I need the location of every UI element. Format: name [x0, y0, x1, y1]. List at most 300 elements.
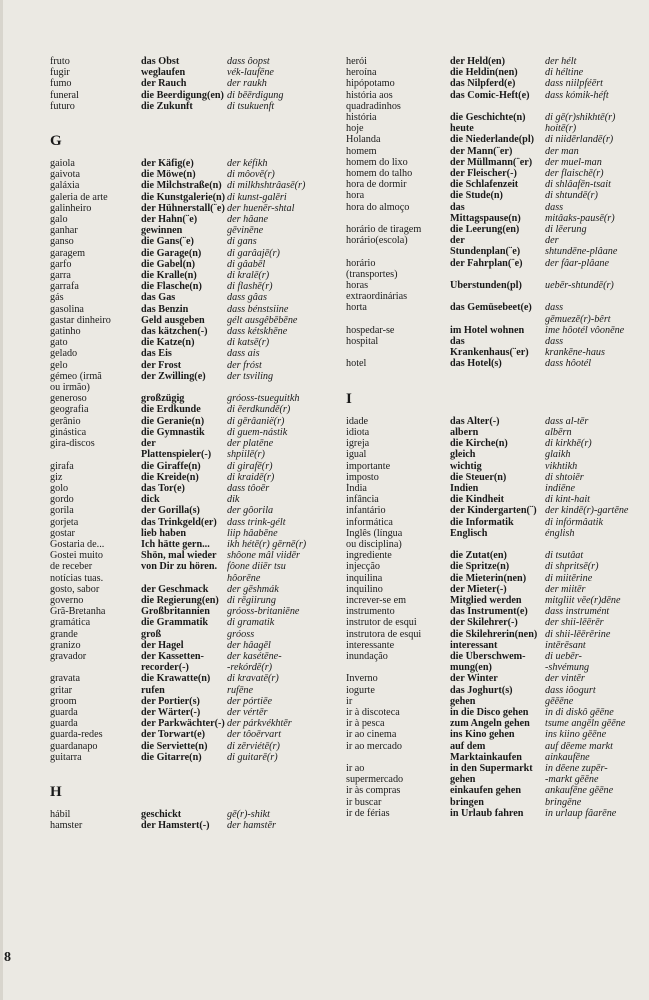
german-translation: das Trinkgeld(er) — [141, 516, 217, 528]
pronunciation: shtundēne-plâane — [545, 246, 618, 258]
dictionary-entry — [50, 685, 340, 696]
portuguese-word: Inglês (língua — [346, 527, 403, 539]
pronunciation: énglish — [545, 527, 575, 539]
pronunciation: di uebēr- — [545, 650, 582, 662]
pronunciation: di tsukuenft — [227, 100, 275, 112]
portuguese-word: funeral — [50, 89, 79, 101]
dictionary-entry — [346, 427, 644, 438]
dictionary-entry — [50, 56, 340, 67]
pronunciation: uebēr-shtundē(r) — [545, 280, 614, 292]
pronunciation: dass instrumént — [545, 606, 610, 618]
german-translation — [450, 101, 545, 112]
portuguese-word: gordo — [50, 494, 74, 506]
pronunciation: di guitarē(r) — [227, 751, 278, 763]
dictionary-entry — [346, 347, 644, 358]
german-translation: der Torwart(e) — [141, 729, 206, 741]
portuguese-word: gosto, sabor — [50, 583, 100, 595]
dictionary-entry — [50, 617, 340, 628]
binding-edge — [0, 0, 3, 1000]
dictionary-entry — [346, 461, 644, 472]
pronunciation: di rēgiirung — [227, 594, 276, 606]
dictionary-entry — [50, 270, 340, 281]
dictionary-entry — [346, 168, 644, 179]
pronunciation: di gramatik — [227, 617, 275, 629]
section-letter-heading: H — [50, 783, 62, 800]
dictionary-entry — [50, 78, 340, 89]
german-translation: Stundenplan(¨e) — [450, 246, 521, 258]
dictionary-entry — [50, 629, 340, 640]
dictionary-entry — [50, 236, 340, 247]
german-translation: Überstunden(pl) — [450, 280, 522, 292]
portuguese-word: heroína — [346, 67, 377, 79]
portuguese-word: guarda — [50, 706, 78, 718]
pronunciation: dass — [545, 201, 564, 213]
pronunciation: der tsviling — [227, 370, 274, 382]
german-translation: das Nilpferd(e) — [450, 78, 516, 90]
german-translation: die Zukunft — [141, 100, 193, 112]
german-translation: der Mieter(-) — [450, 583, 507, 595]
german-translation: in den Supermarkt — [450, 762, 533, 774]
portuguese-word: história aos — [346, 89, 393, 101]
portuguese-word: gaiola — [50, 158, 75, 170]
portuguese-word: gorila — [50, 505, 74, 517]
dictionary-entry — [50, 606, 340, 617]
german-translation: die Kindheit — [450, 494, 505, 506]
pronunciation: di bēērdigung — [227, 89, 284, 101]
portuguese-word: hotel — [346, 358, 367, 370]
pronunciation: intērēsant — [545, 639, 586, 651]
dictionary-entry — [346, 336, 644, 347]
dictionary-entry — [50, 192, 340, 203]
dictionary-entry — [50, 292, 340, 303]
german-translation: die Serviette(n) — [141, 740, 208, 752]
portuguese-word: horas — [346, 280, 369, 292]
pronunciation: bringēne — [545, 796, 582, 808]
german-translation: die Stude(n) — [450, 190, 503, 202]
portuguese-word: gastar dinheiro — [50, 314, 111, 326]
german-translation: das Gemüsebeet(e) — [450, 302, 532, 314]
section-letter-heading: I — [346, 390, 352, 407]
portuguese-word: guitarra — [50, 751, 82, 763]
german-translation: die Gans(¨e) — [141, 236, 194, 248]
german-translation: die Geranie(n) — [141, 415, 205, 427]
dictionary-entry — [50, 371, 340, 382]
german-translation: Plattenspieler(-) — [141, 449, 212, 461]
german-translation — [141, 382, 227, 393]
dictionary-entry — [50, 449, 340, 460]
german-translation: die Regierung(en) — [141, 594, 219, 606]
german-translation: das Alter(-) — [450, 415, 500, 427]
dictionary-entry — [346, 595, 644, 606]
german-translation: die Mieterin(nen) — [450, 572, 527, 584]
portuguese-word: instrumento — [346, 606, 395, 618]
portuguese-word: hora — [346, 190, 365, 202]
portuguese-word: gelado — [50, 348, 78, 360]
german-translation — [141, 573, 227, 584]
pronunciation: di kunst-galēri — [227, 191, 287, 203]
dictionary-entry — [50, 67, 340, 78]
pronunciation: fôone diiēr tsu — [227, 561, 286, 573]
pronunciation: shôone mâl viidēr — [227, 550, 300, 562]
pronunciation: der vintēr — [545, 673, 585, 685]
german-translation: die Garage(n) — [141, 247, 202, 259]
dictionary-entry — [50, 393, 340, 404]
pronunciation: glaikh — [545, 449, 571, 461]
dictionary-entry — [50, 718, 340, 729]
portuguese-word: fumo — [50, 78, 72, 90]
portuguese-word: inquilino — [346, 583, 383, 595]
portuguese-word: groom — [50, 695, 77, 707]
dictionary-entry — [346, 640, 644, 651]
portuguese-word: fruto — [50, 56, 70, 67]
german-translation: die Schlafenzeit — [450, 179, 519, 191]
pronunciation: dik — [227, 494, 240, 506]
portuguese-word: instrutora de esqui — [346, 628, 422, 640]
dictionary-entry — [346, 606, 644, 617]
dictionary-entry — [346, 179, 644, 190]
pronunciation — [545, 291, 644, 302]
pronunciation: der raukh — [227, 78, 267, 90]
german-translation: gehen — [450, 695, 476, 707]
pronunciation: dass al-tēr — [545, 415, 589, 427]
portuguese-word: supermercado — [346, 774, 404, 786]
portuguese-word: ingrediente — [346, 550, 392, 562]
portuguese-word: fugir — [50, 67, 70, 79]
pronunciation: dass bénstsiine — [227, 303, 289, 315]
german-translation: gewinnen — [141, 225, 183, 237]
portuguese-word: igreja — [346, 438, 370, 450]
german-translation: im Hotel wohnen — [450, 324, 525, 336]
portuguese-word — [346, 314, 450, 325]
portuguese-word: interessante — [346, 639, 395, 651]
dictionary-entry — [50, 517, 340, 528]
portuguese-word: notícias tuas. — [50, 572, 104, 584]
portuguese-word: gritar — [50, 684, 73, 696]
german-translation: zum Angeln gehen — [450, 718, 530, 730]
dictionary-entry — [50, 584, 340, 595]
pronunciation: krankēne-haus — [545, 347, 605, 359]
german-translation: interessant — [450, 639, 498, 651]
portuguese-word: galáxia — [50, 180, 80, 192]
german-translation: das Gas — [141, 292, 176, 304]
portuguese-word: Gostei muito — [50, 550, 103, 562]
german-translation: die Kirche(n) — [450, 438, 508, 450]
german-translation: die Skilehrerin(nen) — [450, 628, 538, 640]
dictionary-entry — [346, 505, 644, 516]
german-translation: der Müllmann(¨er) — [450, 156, 533, 168]
german-translation: die Gymnastik — [141, 426, 205, 438]
pronunciation: mitgliit vēe(r)dēne — [545, 594, 621, 606]
portuguese-word: ganso — [50, 236, 74, 248]
pronunciation: di kint-hait — [545, 494, 590, 506]
portuguese-word: infância — [346, 494, 379, 506]
dictionary-entry — [346, 483, 644, 494]
pronunciation: liip hâabēne — [227, 527, 278, 539]
german-translation: die Giraffe(n) — [141, 460, 201, 472]
dictionary-entry — [346, 314, 644, 325]
german-translation: der Hagel — [141, 639, 184, 651]
pronunciation: hoitē(r) — [545, 123, 577, 135]
dictionary-entry — [50, 101, 340, 112]
pronunciation: gróoss-britaniēne — [227, 606, 300, 618]
pronunciation: di katsē(r) — [227, 337, 270, 349]
portuguese-word: ir ao — [346, 762, 365, 774]
pronunciation: der kéfikh — [227, 158, 268, 170]
pronunciation: dass — [545, 302, 564, 314]
pronunciation: di gans — [227, 236, 257, 248]
dictionary-entry — [346, 134, 644, 145]
portuguese-word: galo — [50, 214, 68, 226]
portuguese-word: instrutor de esqui — [346, 617, 417, 629]
dictionary-entry — [50, 438, 340, 449]
german-translation: der — [141, 438, 156, 450]
dictionary-entry — [346, 517, 644, 528]
german-translation: lieb haben — [141, 527, 187, 539]
pronunciation: di shlâafēn-tsait — [545, 179, 611, 191]
portuguese-word: ou irmão) — [50, 382, 90, 394]
german-translation: in Urlaub fahren — [450, 807, 524, 819]
german-translation: Mitglied werden — [450, 594, 522, 606]
portuguese-word: garagem — [50, 247, 86, 259]
pronunciation: gélt ausgêbēbēne — [227, 314, 298, 326]
german-translation: die Krawatte(n) — [141, 673, 211, 685]
german-translation: der Rauch — [141, 78, 187, 90]
pronunciation — [545, 101, 644, 112]
dictionary-entry — [346, 56, 644, 67]
pronunciation: di girafē(r) — [227, 460, 273, 472]
german-translation: gleich — [450, 449, 476, 461]
pronunciation: der hâane — [227, 214, 269, 226]
german-translation: der Hamstert(-) — [141, 820, 210, 832]
pronunciation: dass gâas — [227, 292, 267, 304]
dictionary-entry — [346, 696, 644, 707]
dictionary-entry — [50, 281, 340, 292]
pronunciation: ime hôotél vôonēne — [545, 324, 625, 336]
portuguese-word: história — [346, 112, 377, 124]
pronunciation: ainkaufēne — [545, 751, 590, 763]
portuguese-word: granizo — [50, 639, 81, 651]
german-translation: von Dir zu hören. — [141, 561, 218, 573]
portuguese-word — [50, 662, 141, 673]
german-translation: die Erdkunde — [141, 404, 201, 416]
pronunciation: di gâabēl — [227, 258, 266, 270]
portuguese-word: homem do lixo — [346, 156, 408, 168]
german-translation: Shön, mal wieder — [141, 550, 217, 562]
german-translation: Ich hätte gern... — [141, 538, 210, 550]
dictionary-entry — [50, 304, 340, 315]
pronunciation: dass iôogurt — [545, 684, 596, 696]
dictionary-entry — [50, 729, 340, 740]
pronunciation: in urlaup fâarēne — [545, 807, 617, 819]
pronunciation: di gērâanië(r) — [227, 415, 285, 427]
dictionary-entry — [346, 246, 644, 257]
portuguese-word: ir às compras — [346, 785, 401, 797]
portuguese-word: de receber — [50, 561, 93, 573]
portuguese-word — [346, 662, 450, 673]
pronunciation: in di diskô gēēne — [545, 706, 614, 718]
portuguese-word: horário de tiragem — [346, 224, 422, 236]
pronunciation: der flaischē(r) — [545, 168, 604, 180]
portuguese-word: informática — [346, 516, 393, 528]
pronunciation — [227, 382, 340, 393]
pronunciation: gē(r)-shikt — [227, 808, 270, 820]
dictionary-entry — [50, 461, 340, 472]
dictionary-entry — [50, 573, 340, 584]
portuguese-word: imposto — [346, 471, 379, 483]
portuguese-word: giz — [50, 471, 63, 483]
german-translation: das Benzin — [141, 303, 189, 315]
pronunciation: di shpritsē(r) — [545, 561, 599, 573]
portuguese-word: gaivota — [50, 169, 80, 181]
portuguese-word: hoje — [346, 123, 364, 135]
portuguese-word: ir buscar — [346, 796, 382, 808]
german-translation — [450, 314, 545, 325]
portuguese-word: Inverno — [346, 673, 378, 685]
german-translation: der Hahn(¨e) — [141, 214, 198, 226]
pronunciation: rufēne — [227, 684, 254, 696]
portuguese-word: Grã-Bretanha — [50, 606, 106, 618]
right-column — [346, 56, 644, 819]
dictionary-entry — [346, 449, 644, 460]
dictionary-entry — [50, 225, 340, 236]
dictionary-entry — [346, 269, 644, 280]
dictionary-entry — [50, 550, 340, 561]
german-translation: geschickt — [141, 808, 182, 820]
german-translation: die Kreide(n) — [141, 471, 199, 483]
portuguese-word: gelo — [50, 359, 68, 371]
portuguese-word: increver-se em — [346, 594, 407, 606]
german-translation: die Gabel(n) — [141, 258, 196, 270]
dictionary-entry — [346, 629, 644, 640]
pronunciation: der párkvékhtēr — [227, 718, 292, 730]
german-translation: heute — [450, 123, 474, 135]
pronunciation: vikhtikh — [545, 460, 578, 472]
pronunciation: dass — [545, 336, 564, 348]
portuguese-word: hospedar-se — [346, 324, 395, 336]
portuguese-word: ir à pesca — [346, 718, 385, 730]
portuguese-word: infantário — [346, 505, 386, 517]
portuguese-word: garfo — [50, 258, 72, 270]
pronunciation: der man — [545, 145, 579, 157]
pronunciation: der miitēr — [545, 583, 586, 595]
portuguese-word: gasolina — [50, 303, 84, 315]
german-translation: der Gorilla(s) — [141, 505, 200, 517]
pronunciation: gróoss — [227, 628, 255, 640]
german-translation: das kätzchen(-) — [141, 326, 208, 338]
german-translation: der Frost — [141, 359, 182, 371]
dictionary-entry — [346, 528, 644, 539]
section-letter-heading: G — [50, 133, 62, 150]
pronunciation: di milkhshtrâasē(r) — [227, 180, 306, 192]
dictionary-entry — [346, 112, 644, 123]
dictionary-entry — [50, 326, 340, 337]
portuguese-word: ganhar — [50, 225, 78, 237]
portuguese-word: governo — [50, 594, 84, 606]
dictionary-entry — [50, 809, 340, 820]
portuguese-word: inundação — [346, 650, 388, 662]
pronunciation: der hâagēl — [227, 639, 271, 651]
german-translation: der Käfig(e) — [141, 158, 194, 170]
german-translation: das Eis — [141, 348, 172, 360]
portuguese-word: (transportes) — [346, 268, 398, 280]
portuguese-word: inquilina — [346, 572, 383, 584]
dictionary-entry — [50, 595, 340, 606]
portuguese-word: ou disciplina) — [346, 538, 402, 550]
dictionary-entry — [346, 785, 644, 796]
portuguese-word: ir — [346, 695, 353, 707]
german-translation: das Hotel(s) — [450, 358, 502, 370]
portuguese-word: hábil — [50, 808, 71, 820]
german-translation: in die Disco gehen — [450, 706, 529, 718]
german-translation: bringen — [450, 796, 484, 808]
dictionary-entry — [50, 348, 340, 359]
dictionary-entry — [346, 539, 644, 550]
pronunciation: gēvinēne — [227, 225, 264, 237]
german-translation: weglaufen — [141, 67, 186, 79]
dictionary-entry — [50, 169, 340, 180]
dictionary-entry — [346, 685, 644, 696]
dictionary-entry — [50, 707, 340, 718]
dictionary-entry — [50, 360, 340, 371]
german-translation: die Spritze(n) — [450, 561, 510, 573]
dictionary-entry — [346, 584, 644, 595]
pronunciation: der muel-man — [545, 156, 602, 168]
dictionary-entry — [346, 213, 644, 224]
german-translation: der — [450, 235, 465, 247]
german-translation: das — [450, 336, 465, 348]
portuguese-word: guardanapo — [50, 740, 98, 752]
portuguese-word — [50, 449, 141, 460]
portuguese-word: gato — [50, 337, 68, 349]
dictionary-entry — [346, 573, 644, 584]
pronunciation: di kravatē(r) — [227, 673, 279, 685]
dictionary-entry — [346, 472, 644, 483]
pronunciation: di lēerung — [545, 224, 587, 236]
dictionary-entry — [50, 90, 340, 101]
dictionary-entry — [346, 774, 644, 785]
portuguese-word: gramática — [50, 617, 91, 629]
dictionary-entry — [50, 528, 340, 539]
german-translation: Mittagspause(n) — [450, 212, 521, 224]
portuguese-word: hora de dormir — [346, 179, 407, 191]
pronunciation: tsume angēln gēēne — [545, 718, 626, 730]
portuguese-word: grande — [50, 628, 78, 640]
portuguese-word: homem do talho — [346, 168, 413, 180]
pronunciation: di kralē(r) — [227, 270, 270, 282]
portuguese-word: ir de férias — [346, 807, 390, 819]
portuguese-word: geografia — [50, 404, 89, 416]
portuguese-word: gerânio — [50, 415, 81, 427]
pronunciation: -shvémung — [545, 662, 590, 674]
dictionary-entry — [346, 202, 644, 213]
pronunciation: mitâaks-pausē(r) — [545, 212, 615, 224]
dictionary-entry — [50, 494, 340, 505]
german-translation: die Informatik — [450, 516, 514, 528]
german-translation: das Tor(e) — [141, 482, 185, 494]
german-translation: die Gitarre(n) — [141, 751, 202, 763]
german-translation: das — [450, 201, 465, 213]
pronunciation: di ēerdkundē(r) — [227, 404, 291, 416]
dictionary-entry — [346, 90, 644, 101]
pronunciation: dass niilpféērt — [545, 78, 604, 90]
dictionary-entry — [50, 259, 340, 270]
dictionary-entry — [50, 337, 340, 348]
german-translation: der Fahrplan(¨e) — [450, 257, 523, 269]
german-translation: die Möwe(n) — [141, 169, 196, 181]
german-translation: die Steuer(n) — [450, 471, 507, 483]
dictionary-entry — [346, 358, 644, 369]
portuguese-word: Índia — [346, 482, 367, 494]
